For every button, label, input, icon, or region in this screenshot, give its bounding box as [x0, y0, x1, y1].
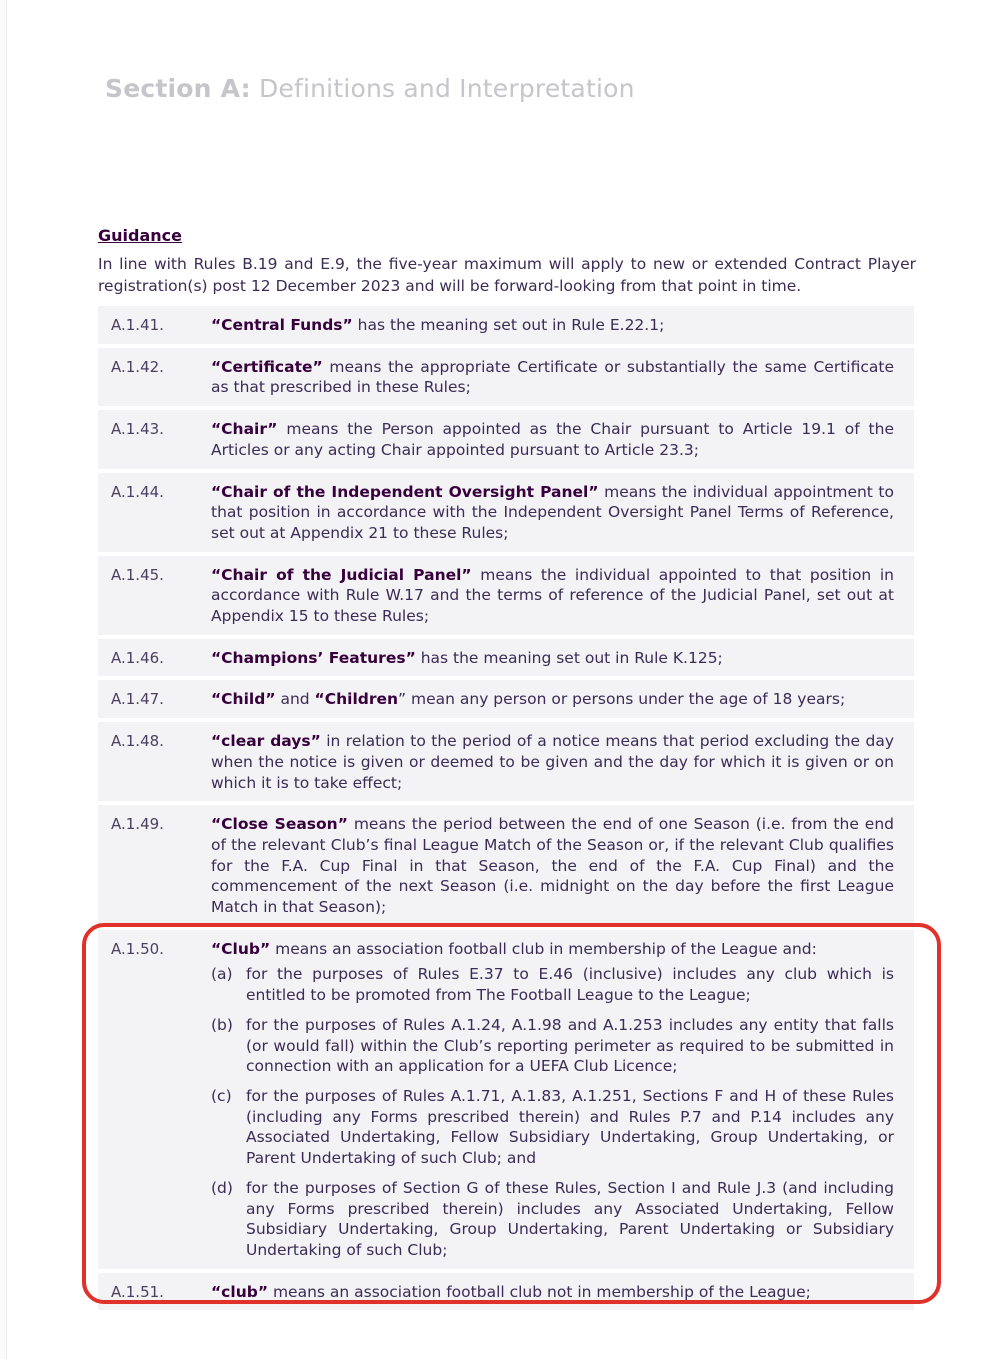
definition-text [211, 565, 894, 627]
defined-term: “club” [211, 1282, 269, 1301]
sub-clause-text: for the purposes of Section G of these Rules, Section I and Rule J.3 (and including any Forms prescribed therein) includes any Associated Undertaking, Fellow Subsidiary Undertaking, Group Undertaking, Parent Undertaking or Subsidiary Undertaking of such Club; [246, 1178, 894, 1259]
sub-clause-label: (d) [211, 1178, 233, 1197]
definition-fragment: means the Person appointed as the Chair pursuant to Article 19.1 of the Articles or any acting Chair appointed pursuant to Article 23.3; [211, 420, 894, 459]
definition-number: A.1.51. [111, 1282, 164, 1301]
sub-clause-text: for the purposes of Rules A.1.24, A.1.98 and A.1.253 includes any entity that falls (or would fall) within the Club’s reporting perimeter as required to be submitted in connection with an application for a UEFA Club Licence; [246, 1015, 894, 1076]
definition-row [98, 722, 914, 801]
definition-paragraph [211, 315, 894, 336]
definition-paragraph [211, 357, 894, 398]
definition-number: A.1.47. [111, 690, 164, 709]
defined-term: “Club” [211, 939, 271, 958]
definition-fragment: has the meaning set out in Rule K.125; [415, 648, 723, 667]
definition-fragment: means the individual appointed to that position in accordance with Rule W.17 and the terms of reference of the Judicial Panel, set out at Appendix 15 to these Rules; [211, 565, 894, 626]
section-title: Definitions and Interpretation [258, 74, 635, 103]
definition-row [98, 306, 914, 344]
definition-text [211, 1282, 894, 1303]
defined-term: “Close Season” [211, 815, 348, 834]
definition-text [211, 689, 894, 710]
definition-fragment: means an association football club not in membership of the League; [268, 1282, 811, 1301]
definition-fragment: has the meaning set out in Rule E.22.1; [352, 316, 665, 334]
sub-clause-list [211, 964, 894, 1260]
defined-term: “Child” [211, 690, 276, 709]
sub-clause [211, 1178, 894, 1261]
definition-number: A.1.41. [111, 316, 164, 334]
sub-clause-label: (c) [211, 1086, 232, 1105]
definition-fragment: means the period between the end of one Season (i.e. from the end of the relevant Club’s final League Match of the Season or, if the relevant Club qualifies for the F.A. Cup Final in that Season, the end of the F.A. Cup Final) and the commencement of the next Season (i.e. midnight on the day before the first League Match in that Season); [211, 815, 894, 917]
definition-row [98, 473, 914, 552]
defined-term: “Champions’ Features” [211, 648, 416, 667]
defined-term: “clear days” [211, 732, 321, 751]
definition-paragraph [211, 814, 894, 918]
defined-term: “Chair” [211, 420, 278, 439]
definition-fragment: means an association football club in membership of the League and: [270, 939, 817, 958]
definition-text [211, 731, 894, 793]
definition-number: A.1.48. [111, 732, 164, 751]
defined-term: “Certificate” [211, 357, 323, 376]
definition-text [211, 648, 894, 669]
definition-row [98, 680, 914, 718]
definition-fragment: means the individual appointment to that position in accordance with the Independent Oversight Panel Terms of Reference, set out at Appendix 21 to these Rules; [211, 482, 894, 542]
definition-number: A.1.46. [111, 648, 164, 667]
sub-clause-text: for the purposes of Rules E.37 to E.46 (inclusive) includes any club which is entitled to be promoted from The Football League to the League; [246, 965, 894, 1005]
definition-row [98, 639, 914, 677]
definition-row [98, 556, 914, 635]
definition-paragraph [211, 419, 894, 460]
definition-row [98, 930, 914, 1269]
defined-term: “Chair of the Judicial Panel” [211, 565, 472, 584]
definition-fragment: ” mean any person or persons under the age of 18 years; [398, 690, 846, 709]
definition-paragraph [211, 565, 894, 627]
sub-clause-text: for the purposes of Rules A.1.71, A.1.83, A.1.251, Sections F and H of these Rules (including any Forms prescribed therein) and Rules P.7 and P.14 includes any Associated Undertaking, Fellow Subsidiary Undertaking, Group Undertaking, or Parent Undertaking of such Club; and [246, 1086, 894, 1168]
section-label: Section A: [105, 74, 251, 103]
definition-paragraph [211, 689, 894, 710]
sub-clause [211, 964, 894, 1005]
definition-text [211, 357, 894, 398]
definition-text [211, 482, 894, 544]
definition-fragment: and [275, 690, 315, 709]
definition-fragment: means the appropriate Certificate or substantially the same Certificate as that prescribed in these Rules; [211, 357, 894, 397]
sub-clause [211, 1086, 894, 1169]
definition-paragraph [211, 939, 894, 960]
definition-text [211, 939, 894, 1261]
definition-number: A.1.42. [111, 357, 164, 376]
definition-text [211, 419, 894, 460]
sub-clause [211, 1015, 894, 1077]
definition-number: A.1.50. [111, 939, 164, 958]
definition-paragraph [211, 1282, 894, 1303]
sub-clause-label: (a) [211, 965, 233, 984]
definition-paragraph [211, 482, 894, 544]
definition-row [98, 410, 914, 468]
definition-paragraph [211, 648, 894, 669]
definition-text [211, 814, 894, 918]
definition-row [98, 805, 914, 926]
definition-fragment: in relation to the period of a notice means that period excluding the day when the notice is given or deemed to be given and the day for which it is given or on which it is to take effect; [211, 732, 894, 792]
defined-term: “Chair of the Independent Oversight Panel” [211, 482, 599, 501]
definition-row [98, 1273, 914, 1311]
definition-row [98, 348, 914, 406]
defined-term: “Children [314, 690, 399, 709]
definition-number: A.1.43. [111, 420, 164, 439]
definition-number: A.1.49. [111, 815, 164, 834]
sub-clause-label: (b) [211, 1015, 233, 1034]
section-heading [105, 74, 635, 103]
definition-number: A.1.45. [111, 565, 164, 584]
guidance-title: Guidance [98, 226, 182, 245]
definition-paragraph [211, 731, 894, 793]
definition-text [211, 315, 894, 336]
definition-number: A.1.44. [111, 482, 164, 501]
defined-term: “Central Funds” [211, 316, 353, 334]
definitions-table [98, 306, 914, 1314]
guidance-text: In line with Rules B.19 and E.9, the five-year maximum will apply to new or extended Contract Player registration(s) post 12 December 2023 and will be forward-looking from that point in time. [98, 255, 916, 295]
